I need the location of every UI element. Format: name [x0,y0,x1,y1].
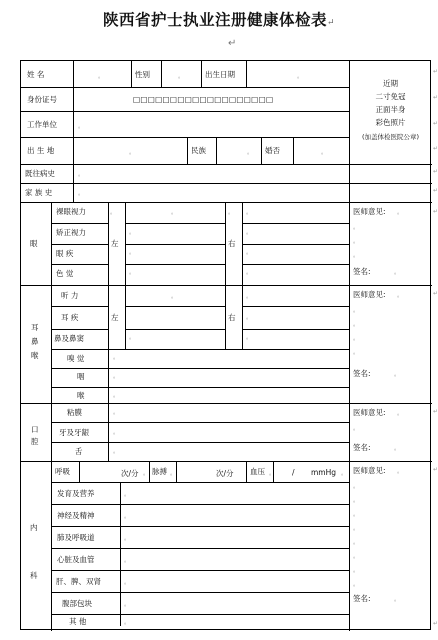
ent-item-label: 嗅 觉 [67,354,85,363]
pulse-label: 脉搏 [152,467,167,476]
employer-label: 工作单位 [27,120,57,129]
cell-mark: 。 [171,293,178,300]
health-form-table [20,60,431,630]
page-title: 陕西省护士执业注册健康体检表↵ [102,10,336,29]
col-line [73,164,74,202]
section-divider [21,285,432,286]
gender-label: 性别 [135,70,150,79]
col-line [246,461,247,482]
row-line [51,264,108,265]
cell-mark: 。 [143,470,150,477]
section-column-border [51,202,52,631]
doctor-signature-label: 签名: [353,267,371,276]
row-line [21,111,349,112]
birth-date-field-mark: 。 [297,73,304,80]
bp-label: 血压 [250,467,265,476]
col-line [79,461,80,482]
row-line [242,244,349,245]
ent-right-label: 右 [228,313,236,322]
row-line [125,264,225,265]
row-end-mark: ↵ [433,145,438,152]
cell-mark: 。 [113,409,120,416]
row-end-mark: ↵ [433,187,438,194]
cell-mark: 。 [353,553,360,560]
internal-section-label: 内 [30,523,38,532]
photo-instruction-line: (加盖体检医院公章) [361,133,420,141]
row-end-mark: ↵ [433,408,438,415]
row-line [125,306,225,307]
doctor-column-border [349,202,350,631]
name-field-mark: 。 [98,73,105,80]
mouth-section-label: 口 [31,425,39,434]
col-line [225,202,226,285]
cell-mark: 。 [353,581,360,588]
cell-mark: 。 [113,373,120,380]
cell-mark: 。 [397,468,404,475]
past-history-label: 既往病史 [25,169,55,178]
row-line [51,614,349,615]
marital-field-mark: 。 [321,149,328,156]
row-line [51,526,349,527]
col-line [225,285,226,349]
eye-item-label: 色 觉 [56,269,74,278]
cell-mark: 。 [353,252,360,259]
ent-item-label: 咽 [77,372,85,381]
row-line [51,306,108,307]
cell-mark: 。 [113,354,120,361]
id-number-label: 身份证号 [27,95,57,104]
family-history-label: 家 族 史 [25,188,53,197]
cell-mark: 。 [269,470,276,477]
row-end-mark: ↵ [433,168,438,175]
col-line [73,61,74,87]
internal-item-label: 肝、脾、双肾 [56,577,101,586]
row-line [51,442,349,443]
row-line [51,482,349,483]
row-line [51,504,349,505]
birthplace-field-mark: 。 [129,149,136,156]
row-line [21,183,432,184]
ent-item-label: 耳 疾 [61,313,79,322]
doctor-opinion-label: 医师意见: [353,290,386,299]
cell-mark: 。 [341,470,348,477]
photo-instruction-line: 近期 [383,79,398,88]
cell-mark: 。 [129,229,136,236]
internal-item-label: 神经及精神 [57,511,95,520]
cell-mark: 。 [353,224,360,231]
col-line [108,349,109,403]
name-label: 姓 名 [27,70,45,79]
doctor-opinion-label: 医师意见: [353,466,386,475]
mouth-item-label: 粘膜 [67,408,82,417]
cell-mark: 。 [113,448,120,455]
cell-mark: 。 [113,429,120,436]
row-end-mark: ↵ [433,120,438,127]
row-line [51,349,349,350]
row-line [51,422,349,423]
cell-mark: 。 [353,511,360,518]
cell-mark: 。 [246,314,253,321]
cell-mark: 。 [397,292,404,299]
eye-section-label: 眼 [30,239,38,248]
cell-mark: 。 [124,619,131,626]
ent-item-label: 鼻及鼻窦 [54,334,84,343]
row-line [21,137,349,138]
row-end-mark: ↵ [433,466,438,473]
col-line [131,61,132,87]
row-line [125,223,225,224]
row-line [51,329,108,330]
breath-label: 呼吸 [55,467,70,476]
section-divider [21,403,432,404]
cell-mark: 。 [397,410,404,417]
row-line [125,244,225,245]
cell-mark: 。 [353,497,360,504]
cell-mark: 。 [124,601,131,608]
ent-section-label: 鼻 [31,337,39,346]
eye-right-label: 右 [228,239,236,248]
section-divider [21,461,432,462]
row-line [21,87,349,88]
ent-left-label: 左 [111,313,119,322]
col-line [261,137,262,164]
row-end-mark: ↵ [433,208,438,215]
ent-item-label: 喉 [77,391,85,400]
row-line [51,223,108,224]
internal-item-label: 肺及呼吸道 [57,533,95,542]
cell-mark: 。 [246,229,253,236]
cell-mark: 。 [246,249,253,256]
row-line [21,202,432,203]
eye-item-label: 矫正视力 [56,228,86,237]
family-history-field-mark: 。 [78,190,85,197]
cell-mark: 。 [394,371,401,378]
internal-item-label: 心脏及血管 [57,555,95,564]
cell-mark: 。 [113,392,120,399]
cell-mark: 。 [124,557,131,564]
row-line [242,306,349,307]
row-line [242,264,349,265]
doctor-signature-label: 签名: [353,369,371,378]
row-end-mark: ↵ [433,68,438,75]
doctor-opinion-label: 医师意见: [353,207,386,216]
doctor-opinion-label: 医师意见: [353,408,386,417]
cell-mark: 。 [353,425,360,432]
row-line [51,570,349,571]
row-line [51,368,349,369]
cell-mark: 。 [129,334,136,341]
cell-mark: 。 [353,483,360,490]
internal-item-label: 发育及营养 [57,489,95,498]
cell-mark: 。 [124,513,131,520]
cell-mark: 。 [353,307,360,314]
cell-mark: 。 [353,349,360,356]
bp-unit: mmHg [311,468,337,477]
col-line [293,137,294,164]
row-line [242,223,349,224]
ethnicity-field-mark: 。 [247,149,254,156]
cell-mark: 。 [129,269,136,276]
doctor-signature-label: 签名: [353,594,371,603]
cell-mark: 。 [246,209,253,216]
col-line [108,403,109,461]
cell-mark: 。 [353,321,360,328]
cell-mark: 。 [353,335,360,342]
col-line [73,137,74,164]
id-number-boxes: □□□□□□□□□□□□□□□□□□□ [133,95,274,104]
cell-mark: 。 [129,249,136,256]
eye-item-label: 眼 疾 [56,249,74,258]
col-line [242,285,243,349]
col-line [246,61,247,87]
pulse-unit: 次/分 [216,469,234,478]
cell-mark: 。 [110,209,117,216]
col-line [187,137,188,164]
mouth-item-label: 牙及牙龈 [59,428,89,437]
row-line [51,548,349,549]
past-history-field-mark: 。 [78,171,85,178]
row-end-mark: ↵ [433,620,438,627]
col-line [73,87,74,137]
internal-section-label: 科 [30,571,38,580]
internal-item-label: 腹部包块 [62,599,92,608]
breath-unit: 次/分 [121,469,139,478]
row-line [51,387,349,388]
cell-mark: 。 [228,209,235,216]
cell-mark: 。 [124,535,131,542]
photo-instruction-line: 正面半身 [375,105,406,114]
col-line [125,285,126,349]
paragraph-mark: ↵ [228,38,237,49]
row-line [242,329,349,330]
photo-instruction-line: 二寸免冠 [375,92,406,101]
cell-mark: 。 [353,525,360,532]
col-line [176,461,177,482]
ent-item-label: 听 力 [61,291,79,300]
row-end-mark: ↵ [433,290,438,297]
employer-field-mark: 。 [78,123,85,130]
cell-mark: 。 [171,209,178,216]
photo-instruction-line: 彩色照片 [375,118,406,127]
cell-mark: 。 [124,579,131,586]
cell-mark: 。 [397,209,404,216]
cell-mark: 。 [170,470,177,477]
mouth-section-label: 腔 [31,437,39,446]
col-line [161,61,162,87]
mouth-item-label: 舌 [75,447,83,456]
cell-mark: 。 [246,293,253,300]
cell-mark: 。 [246,334,253,341]
birthplace-label: 出 生 地 [27,146,55,155]
internal-item-label: 其 他 [69,617,87,626]
ent-section-label: 耳 [31,323,39,332]
row-line [125,329,225,330]
cell-mark: 。 [394,596,401,603]
col-line [216,137,217,164]
birth-date-label: 出生日期 [205,70,235,79]
row-end-mark: ↵ [433,94,438,101]
cell-mark: 。 [353,238,360,245]
ent-section-label: 喉 [31,351,39,360]
cell-mark: 。 [124,491,131,498]
cell-mark: 。 [394,445,401,452]
col-line [149,461,150,482]
col-line [108,202,109,285]
row-line [51,244,108,245]
cell-mark: 。 [353,567,360,574]
gender-field-mark: 。 [178,73,185,80]
row-line [21,164,432,165]
bp-slash: / [292,468,295,477]
row-line [51,592,349,593]
cell-mark: 。 [353,539,360,546]
ethnicity-label: 民族 [191,146,206,155]
cell-mark: 。 [394,269,401,276]
doctor-signature-label: 签名: [353,443,371,452]
eye-item-label: 裸眼视力 [56,207,86,216]
marital-label: 婚否 [265,146,280,155]
eye-left-label: 左 [111,239,119,248]
col-line [201,61,202,87]
cell-mark: 。 [246,269,253,276]
